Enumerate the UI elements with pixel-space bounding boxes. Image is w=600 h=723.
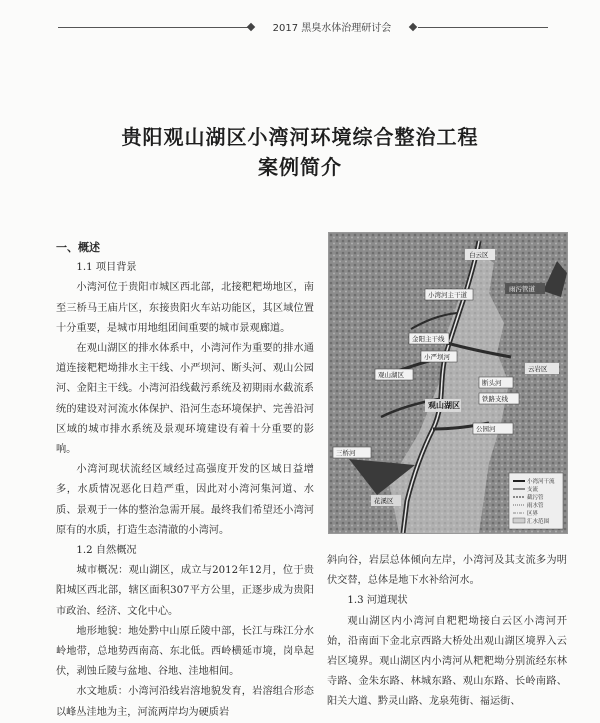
river-map xyxy=(329,233,567,533)
section-heading: 一、概述 xyxy=(56,241,100,254)
label-rain: 雨污管道 xyxy=(509,285,535,293)
header-text: 2017 黑臭水体治理研讨会 xyxy=(272,23,392,34)
label-rail-branch: 铁路支线 xyxy=(482,395,508,403)
right-column xyxy=(327,551,567,713)
label-huaxi: 花溪区 xyxy=(374,497,394,505)
river-map-figure xyxy=(328,232,568,534)
label-duantou: 断头河 xyxy=(482,379,502,387)
paragraph: 小湾河现状流经区域经过高强度开发的区域日益增多，水质情况恶化日趋严重，因此对小湾河集河道、水质、景观于一体的整治急需开展。最终我们希望还小湾河原有的水质，打造生态清澈的小湾河。 xyxy=(56,464,314,536)
label-trunk1: 小湾河主干道 xyxy=(428,291,467,299)
paragraph: 小湾河位于贵阳市城区西北部，北接粑粑坳地区，南至三桥马王庙片区，东接贵阳火车站功能区，其区域位置十分重要，是城市用地组团间重要的城市景观廊道。 xyxy=(56,282,314,334)
left-column xyxy=(56,236,314,723)
title-line-2: 案例简介 xyxy=(258,155,342,179)
label-guanshan-region: 观山湖区 xyxy=(428,401,460,410)
article-title xyxy=(0,122,600,182)
paragraph: 观山湖区内小湾河自粑粑坳接白云区小湾河开始，沿南面下金北京西路大桥处出观山湖区境界入云岩区境界。观山湖区内小湾河从粑粑坳分别流经东林寺路、金朱东路、林城东路、观山东路、长岭南路、阳关大道、黔灵山路、龙泉苑街、福运街、 xyxy=(327,615,567,708)
header-diamond-icon xyxy=(409,23,417,31)
paragraph: 水文地质：小湾河沿线岩溶地貌发育，岩溶组合形态以峰丛洼地为主，河流两岸均为硬质岩 xyxy=(56,686,314,718)
subsection-heading: 1.1 项目背景 xyxy=(76,262,137,274)
running-header xyxy=(0,16,600,38)
label-xiaoyanba: 小严坝河 xyxy=(424,353,450,361)
label-guanshan-lake: 观山湖区 xyxy=(378,371,404,379)
paragraph: 在观山湖区的排水体系中，小湾河作为重要的排水通道连接粑粑坳排水主干线、小严坝河、断头河、观山公园河、金阳主干线。小湾河沿线截污系统及初期雨水截流系统的建设对河流水体保护、沿河生态环境保护、完善沿河区域的城市排水系统及景观环境建设有着十分重要的影响。 xyxy=(56,343,314,456)
legend-item: 小湾河干流 xyxy=(527,479,555,485)
label-baiyun: 白云区 xyxy=(469,251,489,259)
subsection-heading: 1.2 自然概况 xyxy=(76,545,137,557)
header-diamond-icon xyxy=(247,23,255,31)
title-line-1: 贵阳观山湖区小湾河环境综合整治工程 xyxy=(121,125,479,149)
map-legend xyxy=(509,473,563,529)
header-rule-left xyxy=(58,27,250,28)
paragraph: 地形地貌：地处黔中山原丘陵中部，长江与珠江分水岭地带，总地势西南高、东北低。西岭横延市境，岗阜起伏，剥蚀丘陵与盆地、谷地、洼地相间。 xyxy=(56,625,314,678)
legend-item: 汇水范围 xyxy=(527,519,550,525)
label-yunyan: 云岩区 xyxy=(528,365,548,373)
header-rule-right xyxy=(418,27,548,28)
paragraph: 斜向谷，岩层总体倾向左岸，小湾河及其支流多为明伏交替，总体是地下水补给河水。 xyxy=(327,555,567,587)
paragraph: 城市概况：观山湖区，成立与2012年12月，位于贵阳城区西北部，辖区面积307平方公里，正逐步成为贵阳市政治、经济、文化中心。 xyxy=(56,565,314,617)
subsection-heading: 1.3 河道现状 xyxy=(347,595,408,607)
label-jinyang: 金阳主干线 xyxy=(412,335,445,343)
label-park-river: 公园河 xyxy=(476,425,496,433)
label-sanqiao: 三桥河 xyxy=(336,449,356,457)
legend-item: 截污管 xyxy=(527,495,544,501)
legend-item: 支流 xyxy=(527,487,539,493)
legend-item: 区界 xyxy=(527,511,539,517)
legend-item: 雨水管 xyxy=(527,503,544,509)
